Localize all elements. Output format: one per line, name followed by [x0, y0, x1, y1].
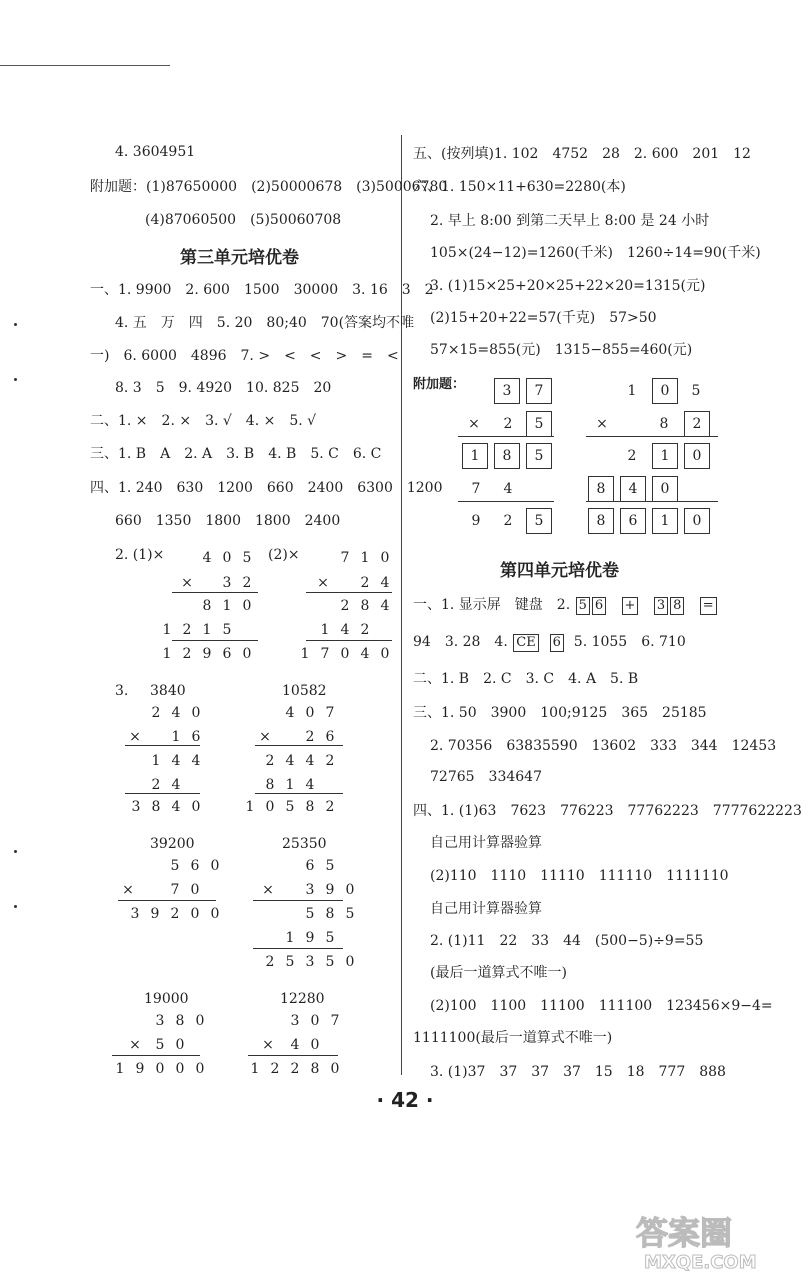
calc-result: 19000: [144, 991, 189, 1007]
calc-digit: 6: [222, 646, 232, 662]
calc-digit: 9: [135, 1061, 145, 1077]
calc-digit: 4: [285, 753, 295, 769]
calc-digit: 0: [155, 1061, 165, 1077]
calc-rule: [255, 745, 343, 746]
calc-digit: 1: [245, 799, 255, 815]
calc-digit: 2: [290, 1061, 300, 1077]
calc-result: 39200: [150, 836, 195, 852]
calc-digit: 2: [151, 777, 161, 793]
answer-box: 6: [592, 597, 606, 615]
calc-digit: 1: [285, 930, 295, 946]
calc-digit: 5: [345, 906, 355, 922]
calc-digit: 3: [305, 882, 315, 898]
answer-box: 5: [526, 508, 552, 534]
calc-digit: 4: [191, 753, 201, 769]
answer-text: 5. 1055 6. 710: [573, 634, 686, 650]
calc-digit: 8: [265, 777, 275, 793]
answer-line: 3. (1)15×25+20×25+22×20=1315(元): [430, 278, 706, 294]
calc-digit: 4: [171, 753, 181, 769]
watermark-logo: [630, 1210, 802, 1272]
calc-digit: 6: [305, 858, 315, 874]
calc-digit: 0: [345, 954, 355, 970]
calc-digit: 1: [115, 1061, 125, 1077]
calc-digit: 1: [360, 550, 370, 566]
calc-digit: 0: [191, 799, 201, 815]
answer-box: 8: [588, 476, 614, 502]
calc-digit: 0: [265, 799, 275, 815]
calc-digit: 2: [325, 753, 335, 769]
calc-digit: ×: [468, 416, 480, 432]
answer-line: 72765 334647: [430, 769, 542, 785]
calc-digit: 3: [155, 1013, 165, 1029]
calc-digit: 2: [360, 622, 370, 638]
margin-dot: [14, 905, 17, 908]
section-heading: 第四单元培优卷: [500, 561, 619, 581]
answer-line: (2)100 1100 11100 111100 123456×9−4=: [430, 998, 773, 1014]
calc-rule: [458, 501, 554, 502]
calc-digit: 0: [210, 906, 220, 922]
calc-digit: 4: [171, 705, 181, 721]
calc-digit: 0: [190, 882, 200, 898]
calc-digit: 0: [380, 646, 390, 662]
calc-digit: 0: [340, 646, 350, 662]
calc-digit: 0: [380, 550, 390, 566]
calc-digit: 5: [242, 550, 252, 566]
calc-digit: 0: [310, 1013, 320, 1029]
calc-rule: [172, 592, 258, 593]
answer-box: 7: [526, 378, 552, 404]
calc-rule: [125, 745, 200, 746]
calc-digit: 3: [131, 799, 141, 815]
calc-digit: 2: [340, 598, 350, 614]
question-label: 2. (1)×: [115, 547, 165, 563]
calc-digit: ×: [122, 882, 134, 898]
calc-digit: 5: [691, 383, 701, 399]
answer-line: 2. 早上 8:00 到第二天早上 8:00 是 24 小时: [430, 213, 710, 229]
calc-digit: 4: [380, 598, 390, 614]
answer-line: 3. (1)37 37 37 37 15 18 777 888: [430, 1064, 726, 1080]
answer-box: 0: [652, 378, 678, 404]
answer-line: 4. 五 万 四 5. 20 80;40 70(答案均不唯: [115, 315, 415, 331]
calc-digit: 2: [503, 416, 513, 432]
calc-digit: 7: [471, 481, 481, 497]
calc-digit: 1: [162, 622, 172, 638]
answer-line: 4. 3604951: [115, 144, 196, 160]
calc-digit: 0: [305, 705, 315, 721]
calc-digit: 7: [170, 882, 180, 898]
answer-box: 1: [652, 508, 678, 534]
calc-digit: 4: [380, 575, 390, 591]
answer-box: 8: [670, 597, 684, 615]
calc-rule: [586, 501, 718, 502]
bonus-label: 附加题：: [413, 377, 466, 392]
calc-digit: 4: [202, 550, 212, 566]
calc-digit: 1: [162, 646, 172, 662]
answer-box: 1: [652, 443, 678, 469]
answer-line: 660 1350 1800 1800 2400: [115, 513, 341, 529]
calc-digit: 1: [320, 622, 330, 638]
answer-line: 57×15=855(元) 1315−855=460(元): [430, 342, 693, 358]
answer-box: 6: [550, 634, 564, 652]
calc-digit: 9: [471, 513, 481, 529]
calc-digit: 3: [305, 954, 315, 970]
answer-line: 三、1. B A 2. A 3. B 4. B 5. C 6. C: [90, 446, 382, 462]
calc-digit: 0: [195, 1061, 205, 1077]
calc-digit: 4: [305, 777, 315, 793]
answer-box: 3: [494, 378, 520, 404]
calc-digit: 8: [202, 598, 212, 614]
calc-digit: ×: [596, 416, 608, 432]
calc-digit: 5: [325, 858, 335, 874]
calc-digit: 2: [503, 513, 513, 529]
answer-line: (2)110 1110 11110 111110 1111110: [430, 868, 729, 884]
answer-line: 四、1. 240 630 1200 660 2400 6300 1200: [90, 480, 443, 496]
answer-line: 五、(按列填)1. 102 4752 28 2. 600 201 12: [413, 146, 751, 162]
calc-digit: 2: [170, 906, 180, 922]
answer-line: (2)15+20+22=57(千克) 57>50: [430, 310, 657, 326]
calc-digit: 4: [503, 481, 513, 497]
calc-result: 12280: [280, 991, 325, 1007]
question-label: 3.: [115, 683, 129, 699]
answer-box: 1: [462, 443, 488, 469]
calc-digit: 1: [151, 753, 161, 769]
answer-line: (4)87060500 (5)50060708: [145, 212, 342, 228]
calc-digit: 4: [305, 753, 315, 769]
calc-digit: 2: [242, 575, 252, 591]
calc-digit: 5: [222, 622, 232, 638]
calc-digit: 8: [151, 799, 161, 815]
calc-digit: 6: [325, 729, 335, 745]
calc-rule: [112, 1055, 200, 1056]
answer-box: =: [700, 597, 717, 615]
margin-dot: [14, 378, 17, 381]
calc-digit: 2: [265, 954, 275, 970]
calc-digit: 5: [285, 799, 295, 815]
calc-digit: 8: [305, 799, 315, 815]
watermark-text: 答案圈: [636, 1214, 733, 1252]
calc-digit: 2: [360, 575, 370, 591]
answer-box: 5: [526, 411, 552, 437]
answer-line: 二、1. B 2. C 3. C 4. A 5. B: [413, 671, 639, 687]
calc-digit: 7: [330, 1013, 340, 1029]
calc-digit: 1: [250, 1061, 260, 1077]
calc-rule: [458, 436, 554, 437]
calc-digit: 6: [190, 858, 200, 874]
calc-digit: 0: [330, 1061, 340, 1077]
calc-digit: 3: [130, 906, 140, 922]
calc-digit: 2: [325, 799, 335, 815]
page-number: · 42 ·: [376, 1088, 434, 1112]
calc-digit: 9: [305, 930, 315, 946]
calc-digit: 8: [360, 598, 370, 614]
calc-rule: [248, 1055, 338, 1056]
calc-digit: 4: [171, 799, 181, 815]
answer-line: 二、1. × 2. × 3. √ 4. × 5. √: [90, 413, 317, 429]
answer-line: (最后一道算式不唯一): [430, 965, 567, 981]
answer-box: 0: [684, 508, 710, 534]
answer-box: 3: [654, 597, 668, 615]
answer-line: 2. 70356 63835590 13602 333 344 12453: [430, 738, 777, 754]
calc-digit: 0: [175, 1061, 185, 1077]
calc-rule: [255, 793, 343, 794]
answer-line: 四、1. (1)63 7623 776223 77762223 7777622223: [413, 803, 802, 819]
calc-digit: 1: [300, 646, 310, 662]
calc-digit: 3: [222, 575, 232, 591]
calc-digit: 1: [627, 383, 637, 399]
calc-digit: 0: [175, 1037, 185, 1053]
margin-dot: [14, 850, 17, 853]
calc-rule: [586, 436, 718, 437]
calc-digit: 0: [210, 858, 220, 874]
calc-digit: 2: [265, 753, 275, 769]
answer-line: 一) 6. 6000 4896 7. > < < > = <: [90, 348, 399, 364]
calc-result: 3840: [150, 683, 186, 699]
calc-digit: 9: [150, 906, 160, 922]
answer-line: 六、1. 150×11+630=2280(本): [413, 179, 626, 195]
calc-digit: 4: [171, 777, 181, 793]
answer-box: 6: [620, 508, 646, 534]
calc-digit: 5: [155, 1037, 165, 1053]
answer-box: 5: [526, 443, 552, 469]
calc-digit: 0: [191, 705, 201, 721]
calc-digit: 4: [285, 705, 295, 721]
calc-digit: 8: [310, 1061, 320, 1077]
answer-line: [413, 596, 718, 615]
calc-digit: 9: [202, 646, 212, 662]
answer-text: 94 3. 28 4.: [413, 634, 508, 650]
calc-digit: ×: [262, 882, 274, 898]
calc-digit: 0: [195, 1013, 205, 1029]
answer-line: 附加题：(1)87650000 (2)50000678 (3)50006780: [90, 179, 448, 195]
answer-line: 2. (1)11 22 33 44 (500−5)÷9=55: [430, 933, 704, 949]
answer-box: 5: [576, 597, 590, 615]
calc-result: 10582: [282, 683, 327, 699]
answer-box: +: [622, 597, 639, 615]
calc-digit: 5: [305, 906, 315, 922]
calc-rule: [125, 793, 200, 794]
calc-digit: 7: [320, 646, 330, 662]
calc-digit: 2: [305, 729, 315, 745]
calc-digit: 8: [175, 1013, 185, 1029]
calc-digit: 3: [290, 1013, 300, 1029]
calc-rule: [118, 900, 216, 901]
answer-box: 4: [620, 476, 646, 502]
calc-digit: 1: [285, 777, 295, 793]
answer-line: 自己用计算器验算: [430, 835, 542, 851]
calc-rule: [306, 592, 392, 593]
calc-digit: 0: [190, 906, 200, 922]
calc-digit: 8: [325, 906, 335, 922]
calc-digit: 2: [151, 705, 161, 721]
calc-digit: 0: [242, 598, 252, 614]
calc-digit: 4: [340, 622, 350, 638]
answer-line: 8. 3 5 9. 4920 10. 825 20: [115, 380, 332, 396]
answer-box: 0: [652, 476, 678, 502]
answer-line: [413, 633, 686, 652]
calc-digit: 6: [191, 729, 201, 745]
calc-digit: 5: [325, 954, 335, 970]
calc-digit: ×: [129, 1037, 141, 1053]
calc-digit: 9: [325, 882, 335, 898]
answer-box: CE: [513, 634, 538, 652]
answer-box: 2: [684, 411, 710, 437]
answer-text: 一、1. 显示屏 键盘 2.: [413, 597, 571, 613]
calc-result: 25350: [282, 836, 327, 852]
answer-line: 1111100(最后一道算式不唯一): [413, 1030, 613, 1046]
calc-digit: 0: [242, 646, 252, 662]
answer-line: 105×(24−12)=1260(千米) 1260÷14=90(千米): [430, 245, 761, 261]
answer-box: 8: [494, 443, 520, 469]
calc-digit: 2: [182, 646, 192, 662]
question-label: (2)×: [268, 547, 300, 563]
calc-digit: 5: [170, 858, 180, 874]
answer-box: 8: [588, 508, 614, 534]
calc-digit: ×: [129, 729, 141, 745]
answer-box: 0: [684, 443, 710, 469]
answer-line: 一、1. 9900 2. 600 1500 30000 3. 16 3 2: [90, 282, 434, 298]
watermark-url: MXQE.COM: [644, 1252, 757, 1272]
calc-digit: 5: [285, 954, 295, 970]
answer-line: 自己用计算器验算: [430, 901, 542, 917]
calc-digit: 7: [340, 550, 350, 566]
calc-digit: 4: [290, 1037, 300, 1053]
calc-digit: 8: [659, 416, 669, 432]
margin-dot: [14, 323, 17, 326]
calc-digit: 0: [310, 1037, 320, 1053]
calc-rule: [172, 640, 258, 641]
calc-digit: 0: [222, 550, 232, 566]
calc-rule: [253, 948, 343, 949]
calc-digit: 2: [270, 1061, 280, 1077]
calc-digit: ×: [317, 575, 329, 591]
section-heading: 第三单元培优卷: [180, 248, 299, 268]
column-divider: [401, 135, 402, 1075]
answer-line: 三、1. 50 3900 100;9125 365 25185: [413, 705, 707, 721]
calc-digit: 1: [202, 622, 212, 638]
calc-digit: 4: [360, 646, 370, 662]
calc-rule: [306, 640, 392, 641]
calc-digit: 7: [325, 705, 335, 721]
calc-digit: ×: [259, 729, 271, 745]
calc-digit: ×: [181, 575, 193, 591]
calc-digit: 0: [345, 882, 355, 898]
calc-rule: [253, 900, 343, 901]
calc-digit: 1: [222, 598, 232, 614]
calc-digit: 2: [182, 622, 192, 638]
top-rule: [0, 65, 170, 66]
calc-digit: 2: [627, 448, 637, 464]
calc-digit: 5: [325, 930, 335, 946]
calc-digit: ×: [262, 1037, 274, 1053]
calc-digit: 1: [171, 729, 181, 745]
